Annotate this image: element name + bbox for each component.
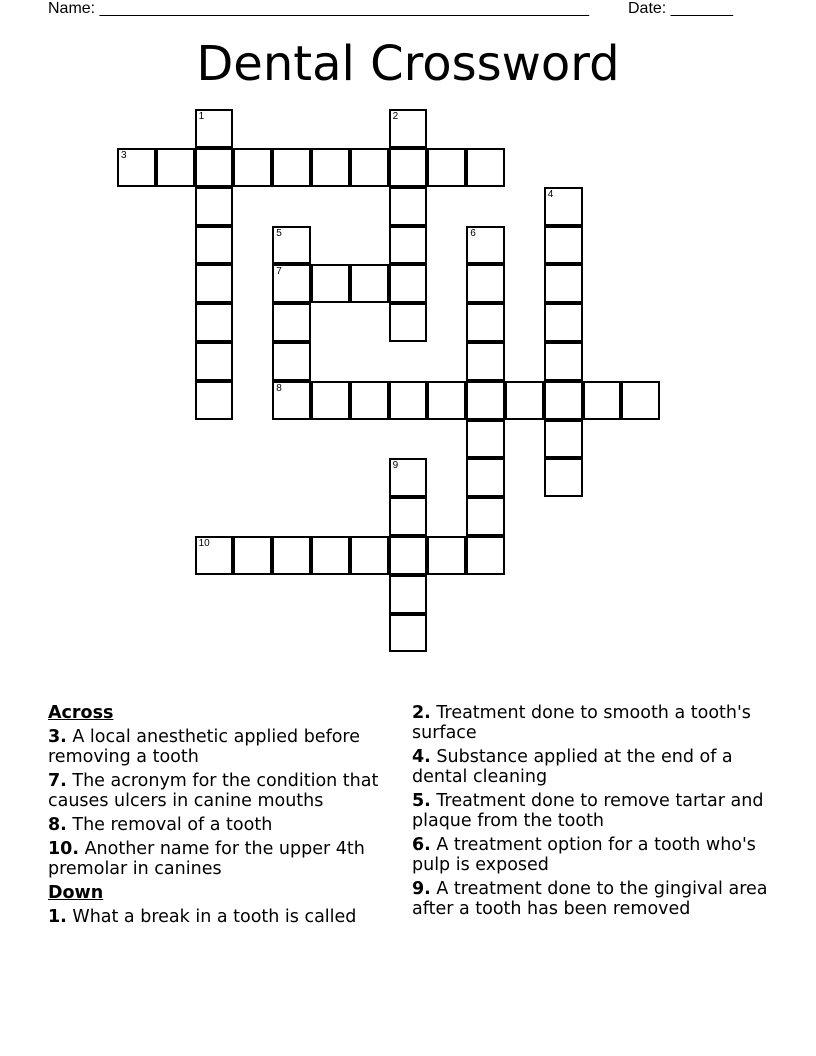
grid-cell[interactable] <box>389 536 428 575</box>
grid-cell[interactable] <box>389 148 428 187</box>
grid-cell[interactable] <box>311 381 350 420</box>
grid-cell[interactable] <box>389 458 428 497</box>
clues-right-column <box>412 703 772 923</box>
page-title: Dental Crossword <box>196 36 620 92</box>
grid-cell[interactable] <box>544 458 583 497</box>
grid-cell[interactable] <box>195 148 234 187</box>
grid-cell[interactable] <box>311 536 350 575</box>
grid-cell[interactable] <box>389 614 428 653</box>
grid-cell[interactable] <box>583 381 622 420</box>
grid-cell[interactable] <box>350 536 389 575</box>
grid-cell[interactable] <box>272 342 311 381</box>
grid-cell[interactable] <box>272 264 311 303</box>
grid-cell[interactable] <box>466 303 505 342</box>
grid-cell[interactable] <box>466 342 505 381</box>
clue-down-2: 2. Treatment done to smooth a tooth's surface <box>412 703 751 743</box>
clue-across-8: 8. The removal of a tooth <box>48 815 273 835</box>
grid-cell[interactable] <box>621 381 660 420</box>
grid-cell[interactable] <box>350 148 389 187</box>
grid-cell[interactable] <box>195 109 234 148</box>
grid-cell[interactable] <box>466 458 505 497</box>
grid-cell[interactable] <box>195 226 234 265</box>
grid-cell[interactable] <box>427 536 466 575</box>
grid-cell[interactable] <box>427 148 466 187</box>
clue-number: 7 <box>276 266 282 278</box>
grid-cell[interactable] <box>195 381 234 420</box>
clue-across-7: 7. The acronym for the condition that causes ulcers in canine mouths <box>48 771 379 811</box>
grid-cell[interactable] <box>544 303 583 342</box>
clue-down-6: 6. A treatment option for a tooth who's pulp is exposed <box>412 835 756 875</box>
name-field[interactable]: Name: _______________________________________________________ <box>48 0 589 17</box>
clue-number: 3 <box>121 150 127 161</box>
grid-cell[interactable] <box>272 226 311 265</box>
grid-cell[interactable] <box>544 342 583 381</box>
grid-cell[interactable] <box>466 226 505 265</box>
clue-number: 9 <box>392 460 399 472</box>
grid-cell[interactable] <box>233 536 272 575</box>
grid-cell[interactable] <box>389 575 428 614</box>
grid-cell[interactable] <box>389 303 428 342</box>
across-heading: Across <box>48 703 114 723</box>
grid-cell[interactable] <box>466 497 505 536</box>
clue-across-10: 10. Another name for the upper 4th premolar in canines <box>48 839 365 879</box>
clue-number: 6 <box>470 227 476 239</box>
down-heading: Down <box>48 883 104 903</box>
grid-cell[interactable] <box>544 187 583 226</box>
grid-cell[interactable] <box>389 226 428 265</box>
clue-number: 1 <box>198 111 205 123</box>
clue-number: 8 <box>276 382 282 394</box>
clue-down-5: 5. Treatment done to remove tartar and plaque from the tooth <box>412 791 764 831</box>
clue-number: 2 <box>392 111 399 123</box>
grid-cell[interactable] <box>466 264 505 303</box>
grid-cell[interactable] <box>311 264 350 303</box>
clues-left-column <box>48 703 398 931</box>
grid-cell[interactable] <box>272 536 311 575</box>
grid-cell[interactable] <box>350 381 389 420</box>
grid-cell[interactable] <box>466 381 505 420</box>
grid-cell[interactable] <box>544 226 583 265</box>
grid-cell[interactable] <box>195 264 234 303</box>
clue-across-3: 3. A local anesthetic applied before removing a tooth <box>48 727 361 767</box>
grid-cell[interactable] <box>389 109 428 148</box>
grid-cell[interactable] <box>272 381 311 420</box>
clue-down-4: 4. Substance applied at the end of a dental cleaning <box>412 747 733 787</box>
grid-cell[interactable] <box>272 148 311 187</box>
grid-cell[interactable] <box>389 264 428 303</box>
grid-cell[interactable] <box>156 148 195 187</box>
grid-cell[interactable] <box>195 187 234 226</box>
grid-cell[interactable] <box>389 187 428 226</box>
clue-down-1: 1. What a break in a tooth is called <box>48 907 357 927</box>
grid-cell[interactable] <box>544 420 583 459</box>
grid-cell[interactable] <box>350 264 389 303</box>
grid-cell[interactable] <box>195 342 234 381</box>
grid-cell[interactable] <box>544 264 583 303</box>
grid-cell[interactable] <box>466 536 505 575</box>
clue-number: 4 <box>547 188 554 200</box>
grid-cell[interactable] <box>311 148 350 187</box>
clue-down-9: 9. A treatment done to the gingival area after a tooth has been removed <box>412 879 768 919</box>
grid-cell[interactable] <box>117 148 156 187</box>
clue-number: 5 <box>276 227 282 239</box>
grid-cell[interactable] <box>466 420 505 459</box>
grid-cell[interactable] <box>195 303 234 342</box>
grid-cell[interactable] <box>505 381 544 420</box>
grid-cell[interactable] <box>195 536 234 575</box>
grid-cell[interactable] <box>466 148 505 187</box>
grid-cell[interactable] <box>389 381 428 420</box>
date-field[interactable]: Date: _______ <box>628 0 733 17</box>
grid-cell[interactable] <box>544 381 583 420</box>
grid-cell[interactable] <box>427 381 466 420</box>
grid-cell[interactable] <box>233 148 272 187</box>
clue-number: 10 <box>198 538 210 549</box>
grid-cell[interactable] <box>389 497 428 536</box>
grid-cell[interactable] <box>272 303 311 342</box>
